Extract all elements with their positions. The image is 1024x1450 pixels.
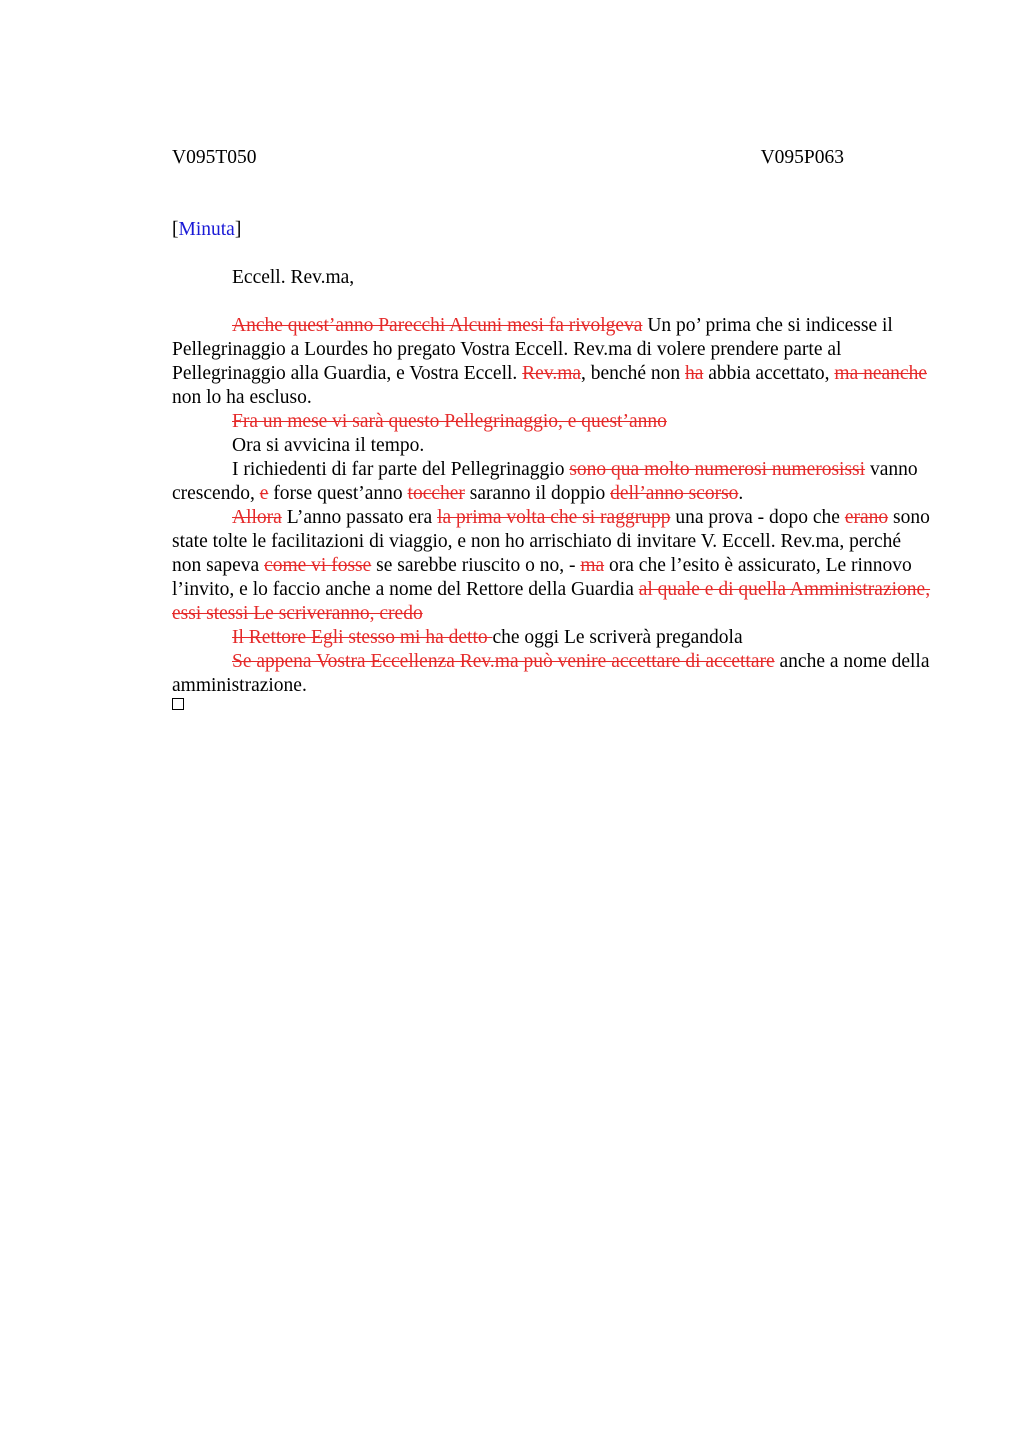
minuta-text: Minuta: [178, 219, 235, 240]
letter-text: se sarebbe riuscito o no, -: [371, 555, 581, 576]
letter-paragraph: [172, 506, 932, 626]
deleted-text: al quale e di quella Amministrazione, essi stessi Le scriveranno, credo: [172, 579, 931, 624]
letter-text: Un po’ prima che si indicesse il Pellegrinaggio a Lourdes ho pregato Vostra Eccell. Rev.ma di volere prendere parte al Pellegrinaggio alla Guardia, e Vostra Eccell.: [172, 315, 893, 384]
deleted-text: toccher: [407, 483, 465, 504]
letter-paragraph: [172, 458, 932, 506]
deleted-text: Rev.ma: [522, 363, 582, 384]
document-code-right: V095P063: [760, 147, 844, 168]
letter-paragraph: [172, 626, 932, 650]
deleted-text: Allora: [232, 507, 282, 528]
deleted-text: Se appena Vostra Eccellenza Rev.ma può venire accettare di accettare: [232, 651, 775, 672]
letter-paragraph: [172, 314, 932, 410]
letter-text: saranno il doppio: [464, 483, 611, 504]
deleted-text: sono qua molto numerosi numerosissi: [569, 459, 866, 480]
letter-text: .: [738, 483, 744, 504]
deleted-text: come vi fosse: [264, 555, 372, 576]
deleted-text: ha: [684, 363, 704, 384]
letter-paragraph: [172, 410, 932, 434]
letter-paragraph: [172, 434, 932, 458]
letter-text: ora che l’esito è assicurato, Le rinnovo l’invito, e lo faccio anche a nome del Rettore della Guardia: [172, 555, 912, 600]
deleted-text: Il Rettore Egli stesso mi ha detto: [232, 627, 493, 648]
letter-text: L’anno passato era: [281, 507, 438, 528]
deleted-text: ma: [580, 555, 605, 576]
letter-text: anche a nome della amministrazione.: [172, 651, 930, 696]
bracket-open: [: [172, 219, 179, 240]
document-codes: [172, 146, 844, 170]
letter-body: [172, 314, 932, 698]
deleted-text: la prima volta che si raggrupp: [437, 507, 671, 528]
letter-text: abbia accettato,: [703, 363, 835, 384]
letter-text: forse quest’anno: [268, 483, 408, 504]
deleted-text: e: [259, 483, 269, 504]
document-code-left: V095T050: [172, 147, 257, 168]
deleted-text: ma neanche: [834, 363, 927, 384]
deleted-text: dell’anno scorso: [610, 483, 739, 504]
letter-text: I richiedenti di far parte del Pellegrinaggio: [232, 459, 570, 480]
letter-text: , benché non: [581, 363, 685, 384]
deleted-text: erano: [844, 507, 889, 528]
letter-text: che oggi Le scriverà pregandola: [492, 627, 743, 648]
deleted-text: Anche quest’anno Parecchi Alcuni mesi fa rivolgeva: [232, 315, 643, 336]
deleted-text: Fra un mese vi sarà questo Pellegrinaggio, e quest’anno: [232, 411, 667, 432]
letter-text: sono state tolte le facilitazioni di viaggio, e non ho arrischiato di invitare V. Eccell. Rev.ma, perché non sapeva: [172, 507, 930, 576]
checkbox-icon: [172, 698, 184, 710]
letter-text: vanno crescendo,: [172, 459, 918, 504]
letter-text: Ora si avvicina il tempo.: [232, 435, 425, 456]
letter-paragraph: [172, 650, 932, 698]
letter-text: una prova - dopo che: [670, 507, 845, 528]
minuta-label: [172, 218, 241, 242]
letter-text: non lo ha escluso.: [172, 387, 312, 408]
salutation: Eccell. Rev.ma,: [232, 267, 355, 288]
bracket-close: ]: [234, 219, 242, 240]
